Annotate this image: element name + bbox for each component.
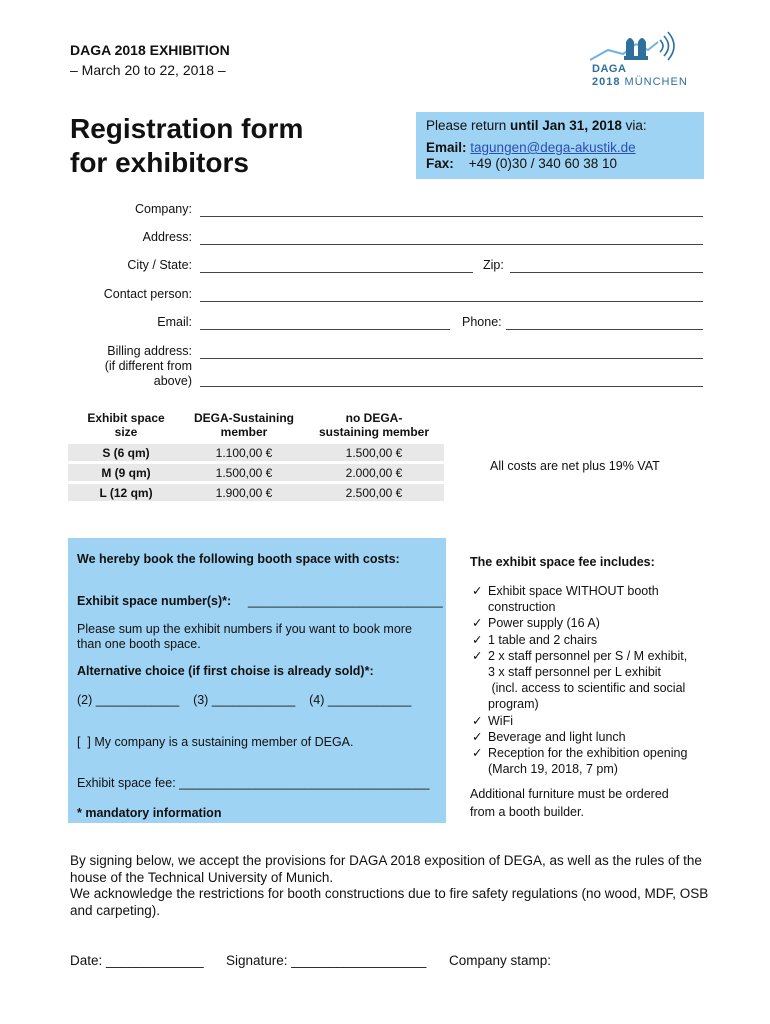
col-header-member: DEGA-Sustaining member xyxy=(193,411,294,439)
alternative-fields[interactable]: (2) ____________ (3) ____________ (4) ____________ xyxy=(77,693,412,707)
logo-daga: DAGA xyxy=(592,63,627,75)
fee-item: ✓ Exhibit space WITHOUT booth construction xyxy=(472,584,659,615)
non-member-price-cell: 1.500,00 € xyxy=(304,444,444,461)
page-title: Registration form for exhibitors xyxy=(70,113,304,178)
table-header-row xyxy=(68,409,444,441)
contact-person-field[interactable] xyxy=(200,301,703,302)
exhibit-numbers-label: Exhibit space number(s)*: xyxy=(77,594,232,608)
return-fax: Fax: +49 (0)30 / 340 60 38 10 xyxy=(426,156,618,171)
booth-size-table xyxy=(68,406,444,504)
zip-label: Zip: xyxy=(483,258,504,272)
sum-note-1: Please sum up the exhibit numbers if you want to book more xyxy=(77,622,412,636)
exhibit-numbers-field[interactable]: ____________________________ xyxy=(248,594,443,608)
check-icon: ✓ xyxy=(472,648,483,663)
alternative-heading: Alternative choice (if first choise is already sold)*: xyxy=(77,664,374,678)
fee-includes-title: The exhibit space fee includes: xyxy=(470,555,655,569)
billing-field-2[interactable] xyxy=(200,386,703,387)
phone-label: Phone: xyxy=(462,315,502,329)
table-row xyxy=(68,464,444,481)
company-stamp-label: Company stamp: xyxy=(449,953,552,968)
zip-field[interactable] xyxy=(510,272,703,273)
mandatory-note: * mandatory information xyxy=(77,806,222,820)
non-member-price-cell: 2.000,00 € xyxy=(304,464,444,481)
col-header-size: Exhibit space size xyxy=(87,411,165,439)
fee-item: ✓ 2 x staff personnel per S / M exhibit, 3 x staff personnel per L exhibit (incl. access to scientific and social program) xyxy=(472,648,688,712)
fee-item: ✓ WiFi xyxy=(472,713,513,728)
return-email: Email: tagungen@dega-akustik.de xyxy=(426,140,636,155)
contact-person-label: Contact person: xyxy=(103,287,192,301)
check-icon: ✓ xyxy=(472,746,483,761)
event-dates: – March 20 to 22, 2018 – xyxy=(70,62,226,78)
fee-item: ✓ Reception for the exhibition opening (March 19, 2018, 7 pm) xyxy=(472,746,688,777)
check-icon: ✓ xyxy=(472,616,483,631)
check-icon: ✓ xyxy=(472,713,483,728)
fee-includes-list xyxy=(470,583,730,777)
fee-item: ✓ Power supply (16 A) xyxy=(472,616,600,631)
booking-heading: We hereby book the following booth space with costs: xyxy=(77,552,400,566)
company-field[interactable] xyxy=(200,216,703,217)
event-title: DAGA 2018 EXHIBITION xyxy=(70,42,230,58)
size-cell: S (6 qm) xyxy=(68,444,184,461)
acceptance-text: By signing below, we accept the provisions for DAGA 2018 exposition of DEGA, as well as the rules of the house of the Technical University of Munich. We acknowledge the restrictions for booth constructions due to fire safety regulations (no wood, MDF, OSB and carpeting). xyxy=(70,853,709,918)
email-field[interactable] xyxy=(200,329,450,330)
phone-field[interactable] xyxy=(506,329,703,330)
check-icon: ✓ xyxy=(472,729,483,744)
address-label: Address: xyxy=(142,230,192,244)
signature-field[interactable]: Signature: __________________ xyxy=(226,953,427,968)
email-label: Email: xyxy=(157,315,192,329)
city-state-field[interactable] xyxy=(200,272,473,273)
email-link[interactable]: tagungen@dega-akustik.de xyxy=(470,140,636,155)
member-price-cell: 1.900,00 € xyxy=(184,484,304,501)
fee-includes xyxy=(470,555,730,777)
billing-field-1[interactable] xyxy=(200,358,703,359)
vat-note: All costs are net plus 19% VAT xyxy=(490,459,660,473)
booking-box xyxy=(68,538,446,823)
non-member-price-cell: 2.500,00 € xyxy=(304,484,444,501)
member-checkbox[interactable]: [ ] My company is a sustaining member of DEGA. xyxy=(77,735,354,749)
check-icon: ✓ xyxy=(472,584,483,598)
date-field[interactable]: Date: _____________ xyxy=(70,953,204,968)
member-price-cell: 1.100,00 € xyxy=(184,444,304,461)
sum-note-2: than one booth space. xyxy=(77,637,201,651)
billing-label: Billing address: (if different from above) xyxy=(104,344,192,388)
table-row xyxy=(68,484,444,501)
return-deadline: Please return until Jan 31, 2018 via: xyxy=(426,118,647,133)
return-info-box xyxy=(416,112,704,179)
col-header-non-member: no DEGA- sustaining member xyxy=(318,411,430,439)
exhibit-fee-field[interactable]: Exhibit space fee: ____________________________________ xyxy=(77,776,430,790)
city-state-label: City / State: xyxy=(127,258,192,272)
address-field[interactable] xyxy=(200,244,703,245)
logo-year-city: 2018 MÜNCHEN xyxy=(592,76,688,88)
size-cell: M (9 qm) xyxy=(68,464,184,481)
table-row xyxy=(68,444,444,461)
member-price-cell: 1.500,00 € xyxy=(184,464,304,481)
furniture-note: Additional furniture must be ordered from a booth builder. xyxy=(470,787,669,819)
company-label: Company: xyxy=(135,202,192,216)
check-icon: ✓ xyxy=(472,632,483,647)
fee-item: ✓ Beverage and light lunch xyxy=(472,729,626,744)
size-cell: L (12 qm) xyxy=(68,484,184,501)
fee-item: ✓ 1 table and 2 chairs xyxy=(472,632,598,647)
